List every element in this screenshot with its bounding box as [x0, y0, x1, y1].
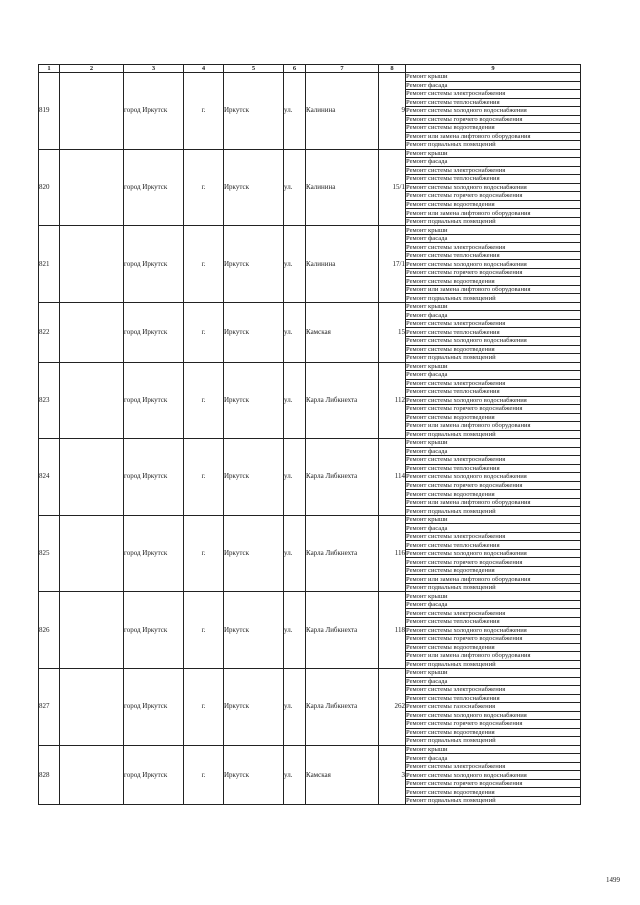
work-item: Ремонт крыши	[406, 302, 581, 311]
column-header-5: 5	[224, 65, 284, 73]
street-cell: Камская	[306, 302, 379, 362]
district-cell	[60, 669, 124, 746]
work-item: Ремонт системы электроснабжения	[406, 319, 581, 328]
work-item: Ремонт подвальных помещений	[406, 294, 581, 303]
table-row	[39, 302, 581, 311]
settlement-type-cell: г.	[184, 745, 224, 805]
work-item: Ремонт системы электроснабжения	[406, 609, 581, 618]
settlement-type-cell: г.	[184, 149, 224, 226]
street-cell: Карла Либкнехта	[306, 515, 379, 592]
work-item: Ремонт системы электроснабжения	[406, 90, 581, 99]
house-number-cell: 17/1	[379, 226, 406, 303]
work-item: Ремонт системы холодного водоснабжения	[406, 771, 581, 780]
house-number-cell: 114	[379, 439, 406, 516]
header-row	[39, 65, 581, 73]
work-item: Ремонт системы водоотведения	[406, 124, 581, 133]
column-header-3: 3	[124, 65, 184, 73]
row-number-cell: 826	[39, 592, 60, 669]
table-body	[39, 73, 581, 805]
work-item: Ремонт системы водоотведения	[406, 277, 581, 286]
work-item: Ремонт системы горячего водоснабжения	[406, 268, 581, 277]
street-type-cell: ул.	[284, 302, 306, 362]
street-cell: Калинина	[306, 226, 379, 303]
work-item: Ремонт системы водоотведения	[406, 788, 581, 797]
work-item: Ремонт системы холодного водоснабжения	[406, 396, 581, 405]
district-cell	[60, 745, 124, 805]
work-item: Ремонт системы электроснабжения	[406, 686, 581, 695]
work-item: Ремонт фасада	[406, 447, 581, 456]
house-number-cell: 112	[379, 362, 406, 439]
work-item: Ремонт системы электроснабжения	[406, 456, 581, 465]
work-item: Ремонт или замена лифтового оборудования	[406, 132, 581, 141]
column-header-2: 2	[60, 65, 124, 73]
district-cell	[60, 226, 124, 303]
work-item: Ремонт системы электроснабжения	[406, 243, 581, 252]
work-item: Ремонт системы электроснабжения	[406, 762, 581, 771]
street-type-cell: ул.	[284, 73, 306, 150]
work-item: Ремонт системы водоотведения	[406, 413, 581, 422]
municipality-cell: город Иркутск	[124, 745, 184, 805]
settlement-type-cell: г.	[184, 226, 224, 303]
work-item: Ремонт системы теплоснабжения	[406, 464, 581, 473]
settlement-cell: Иркутск	[224, 439, 284, 516]
work-item: Ремонт или замена лифтового оборудования	[406, 652, 581, 661]
street-type-cell: ул.	[284, 362, 306, 439]
work-item: Ремонт системы теплоснабжения	[406, 251, 581, 260]
street-cell: Карла Либкнехта	[306, 362, 379, 439]
work-item: Ремонт подвальных помещений	[406, 583, 581, 592]
row-number-cell: 821	[39, 226, 60, 303]
column-header-6: 6	[284, 65, 306, 73]
settlement-type-cell: г.	[184, 515, 224, 592]
work-item: Ремонт подвальных помещений	[406, 141, 581, 150]
work-item: Ремонт системы горячего водоснабжения	[406, 779, 581, 788]
work-item: Ремонт крыши	[406, 73, 581, 82]
work-item: Ремонт системы холодного водоснабжения	[406, 107, 581, 116]
table-row	[39, 669, 581, 678]
district-cell	[60, 73, 124, 150]
work-item: Ремонт системы водоотведения	[406, 728, 581, 737]
work-item: Ремонт подвальных помещений	[406, 737, 581, 746]
settlement-type-cell: г.	[184, 362, 224, 439]
district-cell	[60, 592, 124, 669]
column-header-8: 8	[379, 65, 406, 73]
work-item: Ремонт фасада	[406, 234, 581, 243]
work-item: Ремонт системы теплоснабжения	[406, 175, 581, 184]
work-item: Ремонт или замена лифтового оборудования	[406, 575, 581, 584]
work-item: Ремонт подвальных помещений	[406, 217, 581, 226]
work-item: Ремонт подвальных помещений	[406, 430, 581, 439]
municipality-cell: город Иркутск	[124, 362, 184, 439]
municipality-cell: город Иркутск	[124, 73, 184, 150]
settlement-cell: Иркутск	[224, 302, 284, 362]
work-item: Ремонт системы теплоснабжения	[406, 388, 581, 397]
table-row	[39, 226, 581, 235]
work-item: Ремонт фасада	[406, 524, 581, 533]
work-item: Ремонт системы горячего водоснабжения	[406, 558, 581, 567]
work-item: Ремонт системы горячего водоснабжения	[406, 720, 581, 729]
street-cell: Камская	[306, 745, 379, 805]
street-cell: Карла Либкнехта	[306, 669, 379, 746]
work-item: Ремонт системы газоснабжения	[406, 703, 581, 712]
street-cell: Карла Либкнехта	[306, 439, 379, 516]
row-number-cell: 823	[39, 362, 60, 439]
settlement-cell: Иркутск	[224, 149, 284, 226]
settlement-cell: Иркутск	[224, 745, 284, 805]
work-item: Ремонт подвальных помещений	[406, 354, 581, 363]
work-item: Ремонт системы электроснабжения	[406, 532, 581, 541]
work-item: Ремонт системы холодного водоснабжения	[406, 473, 581, 482]
street-type-cell: ул.	[284, 226, 306, 303]
house-number-cell: 116	[379, 515, 406, 592]
house-number-cell: 118	[379, 592, 406, 669]
settlement-type-cell: г.	[184, 592, 224, 669]
row-number-cell: 822	[39, 302, 60, 362]
settlement-cell: Иркутск	[224, 592, 284, 669]
work-item: Ремонт системы горячего водоснабжения	[406, 481, 581, 490]
column-header-9: 9	[406, 65, 581, 73]
work-item: Ремонт системы водоотведения	[406, 566, 581, 575]
work-item: Ремонт системы холодного водоснабжения	[406, 549, 581, 558]
column-header-1: 1	[39, 65, 60, 73]
municipality-cell: город Иркутск	[124, 149, 184, 226]
work-item: Ремонт системы холодного водоснабжения	[406, 183, 581, 192]
work-item: Ремонт системы холодного водоснабжения	[406, 711, 581, 720]
row-number-cell: 828	[39, 745, 60, 805]
work-item: Ремонт фасада	[406, 371, 581, 380]
settlement-cell: Иркутск	[224, 362, 284, 439]
table-row	[39, 745, 581, 754]
district-cell	[60, 302, 124, 362]
house-number-cell: 9	[379, 73, 406, 150]
work-item: Ремонт или замена лифтового оборудования	[406, 498, 581, 507]
work-item: Ремонт системы холодного водоснабжения	[406, 260, 581, 269]
street-type-cell: ул.	[284, 592, 306, 669]
work-item: Ремонт крыши	[406, 362, 581, 371]
house-number-cell: 262	[379, 669, 406, 746]
work-item: Ремонт системы горячего водоснабжения	[406, 115, 581, 124]
settlement-cell: Иркутск	[224, 669, 284, 746]
work-item: Ремонт крыши	[406, 149, 581, 158]
work-item: Ремонт системы теплоснабжения	[406, 541, 581, 550]
work-item: Ремонт подвальных помещений	[406, 796, 581, 805]
row-number-cell: 819	[39, 73, 60, 150]
district-cell	[60, 439, 124, 516]
house-number-cell: 15	[379, 302, 406, 362]
settlement-cell: Иркутск	[224, 226, 284, 303]
row-number-cell: 825	[39, 515, 60, 592]
district-cell	[60, 149, 124, 226]
work-item: Ремонт системы водоотведения	[406, 490, 581, 499]
street-cell: Калинина	[306, 149, 379, 226]
settlement-cell: Иркутск	[224, 515, 284, 592]
table-header	[39, 65, 581, 73]
work-item: Ремонт крыши	[406, 515, 581, 524]
work-item: Ремонт системы холодного водоснабжения	[406, 626, 581, 635]
settlement-type-cell: г.	[184, 73, 224, 150]
work-item: Ремонт фасада	[406, 754, 581, 763]
municipality-cell: город Иркутск	[124, 226, 184, 303]
table-row	[39, 592, 581, 601]
row-number-cell: 824	[39, 439, 60, 516]
work-item: Ремонт системы холодного водоснабжения	[406, 336, 581, 345]
work-item: Ремонт системы электроснабжения	[406, 379, 581, 388]
work-item: Ремонт крыши	[406, 226, 581, 235]
work-item: Ремонт крыши	[406, 439, 581, 448]
settlement-type-cell: г.	[184, 669, 224, 746]
house-number-cell: 15/1	[379, 149, 406, 226]
table-row	[39, 73, 581, 82]
municipality-cell: город Иркутск	[124, 669, 184, 746]
table-row	[39, 439, 581, 448]
street-type-cell: ул.	[284, 439, 306, 516]
settlement-type-cell: г.	[184, 302, 224, 362]
settlement-type-cell: г.	[184, 439, 224, 516]
municipality-cell: город Иркутск	[124, 592, 184, 669]
district-cell	[60, 362, 124, 439]
municipality-cell: город Иркутск	[124, 439, 184, 516]
work-item: Ремонт системы водоотведения	[406, 643, 581, 652]
district-cell	[60, 515, 124, 592]
page-number: 1499	[606, 876, 620, 884]
table-row	[39, 149, 581, 158]
work-item: Ремонт подвальных помещений	[406, 507, 581, 516]
work-item: Ремонт или замена лифтового оборудования	[406, 209, 581, 218]
settlement-cell: Иркутск	[224, 73, 284, 150]
work-item: Ремонт системы теплоснабжения	[406, 328, 581, 337]
work-item: Ремонт системы электроснабжения	[406, 166, 581, 175]
municipality-cell: город Иркутск	[124, 302, 184, 362]
work-item: Ремонт системы водоотведения	[406, 345, 581, 354]
table-row	[39, 515, 581, 524]
work-item: Ремонт системы теплоснабжения	[406, 618, 581, 627]
column-header-4: 4	[184, 65, 224, 73]
street-type-cell: ул.	[284, 745, 306, 805]
work-item: Ремонт системы теплоснабжения	[406, 694, 581, 703]
work-item: Ремонт крыши	[406, 592, 581, 601]
municipality-cell: город Иркутск	[124, 515, 184, 592]
work-item: Ремонт системы горячего водоснабжения	[406, 405, 581, 414]
street-type-cell: ул.	[284, 515, 306, 592]
row-number-cell: 827	[39, 669, 60, 746]
work-item: Ремонт подвальных помещений	[406, 660, 581, 669]
work-item: Ремонт крыши	[406, 669, 581, 678]
work-item: Ремонт крыши	[406, 745, 581, 754]
street-cell: Карла Либкнехта	[306, 592, 379, 669]
table-row	[39, 362, 581, 371]
work-item: Ремонт фасада	[406, 311, 581, 320]
street-type-cell: ул.	[284, 669, 306, 746]
data-table	[38, 64, 581, 805]
work-item: Ремонт фасада	[406, 600, 581, 609]
work-item: Ремонт фасада	[406, 81, 581, 90]
street-type-cell: ул.	[284, 149, 306, 226]
work-item: Ремонт или замена лифтового оборудования	[406, 422, 581, 431]
work-item: Ремонт системы горячего водоснабжения	[406, 192, 581, 201]
work-item: Ремонт системы теплоснабжения	[406, 98, 581, 107]
work-item: Ремонт фасада	[406, 677, 581, 686]
street-cell: Калинина	[306, 73, 379, 150]
work-item: Ремонт или замена лифтового оборудования	[406, 285, 581, 294]
work-item: Ремонт фасада	[406, 158, 581, 167]
column-header-7: 7	[306, 65, 379, 73]
house-number-cell: 3	[379, 745, 406, 805]
row-number-cell: 820	[39, 149, 60, 226]
work-item: Ремонт системы горячего водоснабжения	[406, 635, 581, 644]
work-item: Ремонт системы водоотведения	[406, 200, 581, 209]
